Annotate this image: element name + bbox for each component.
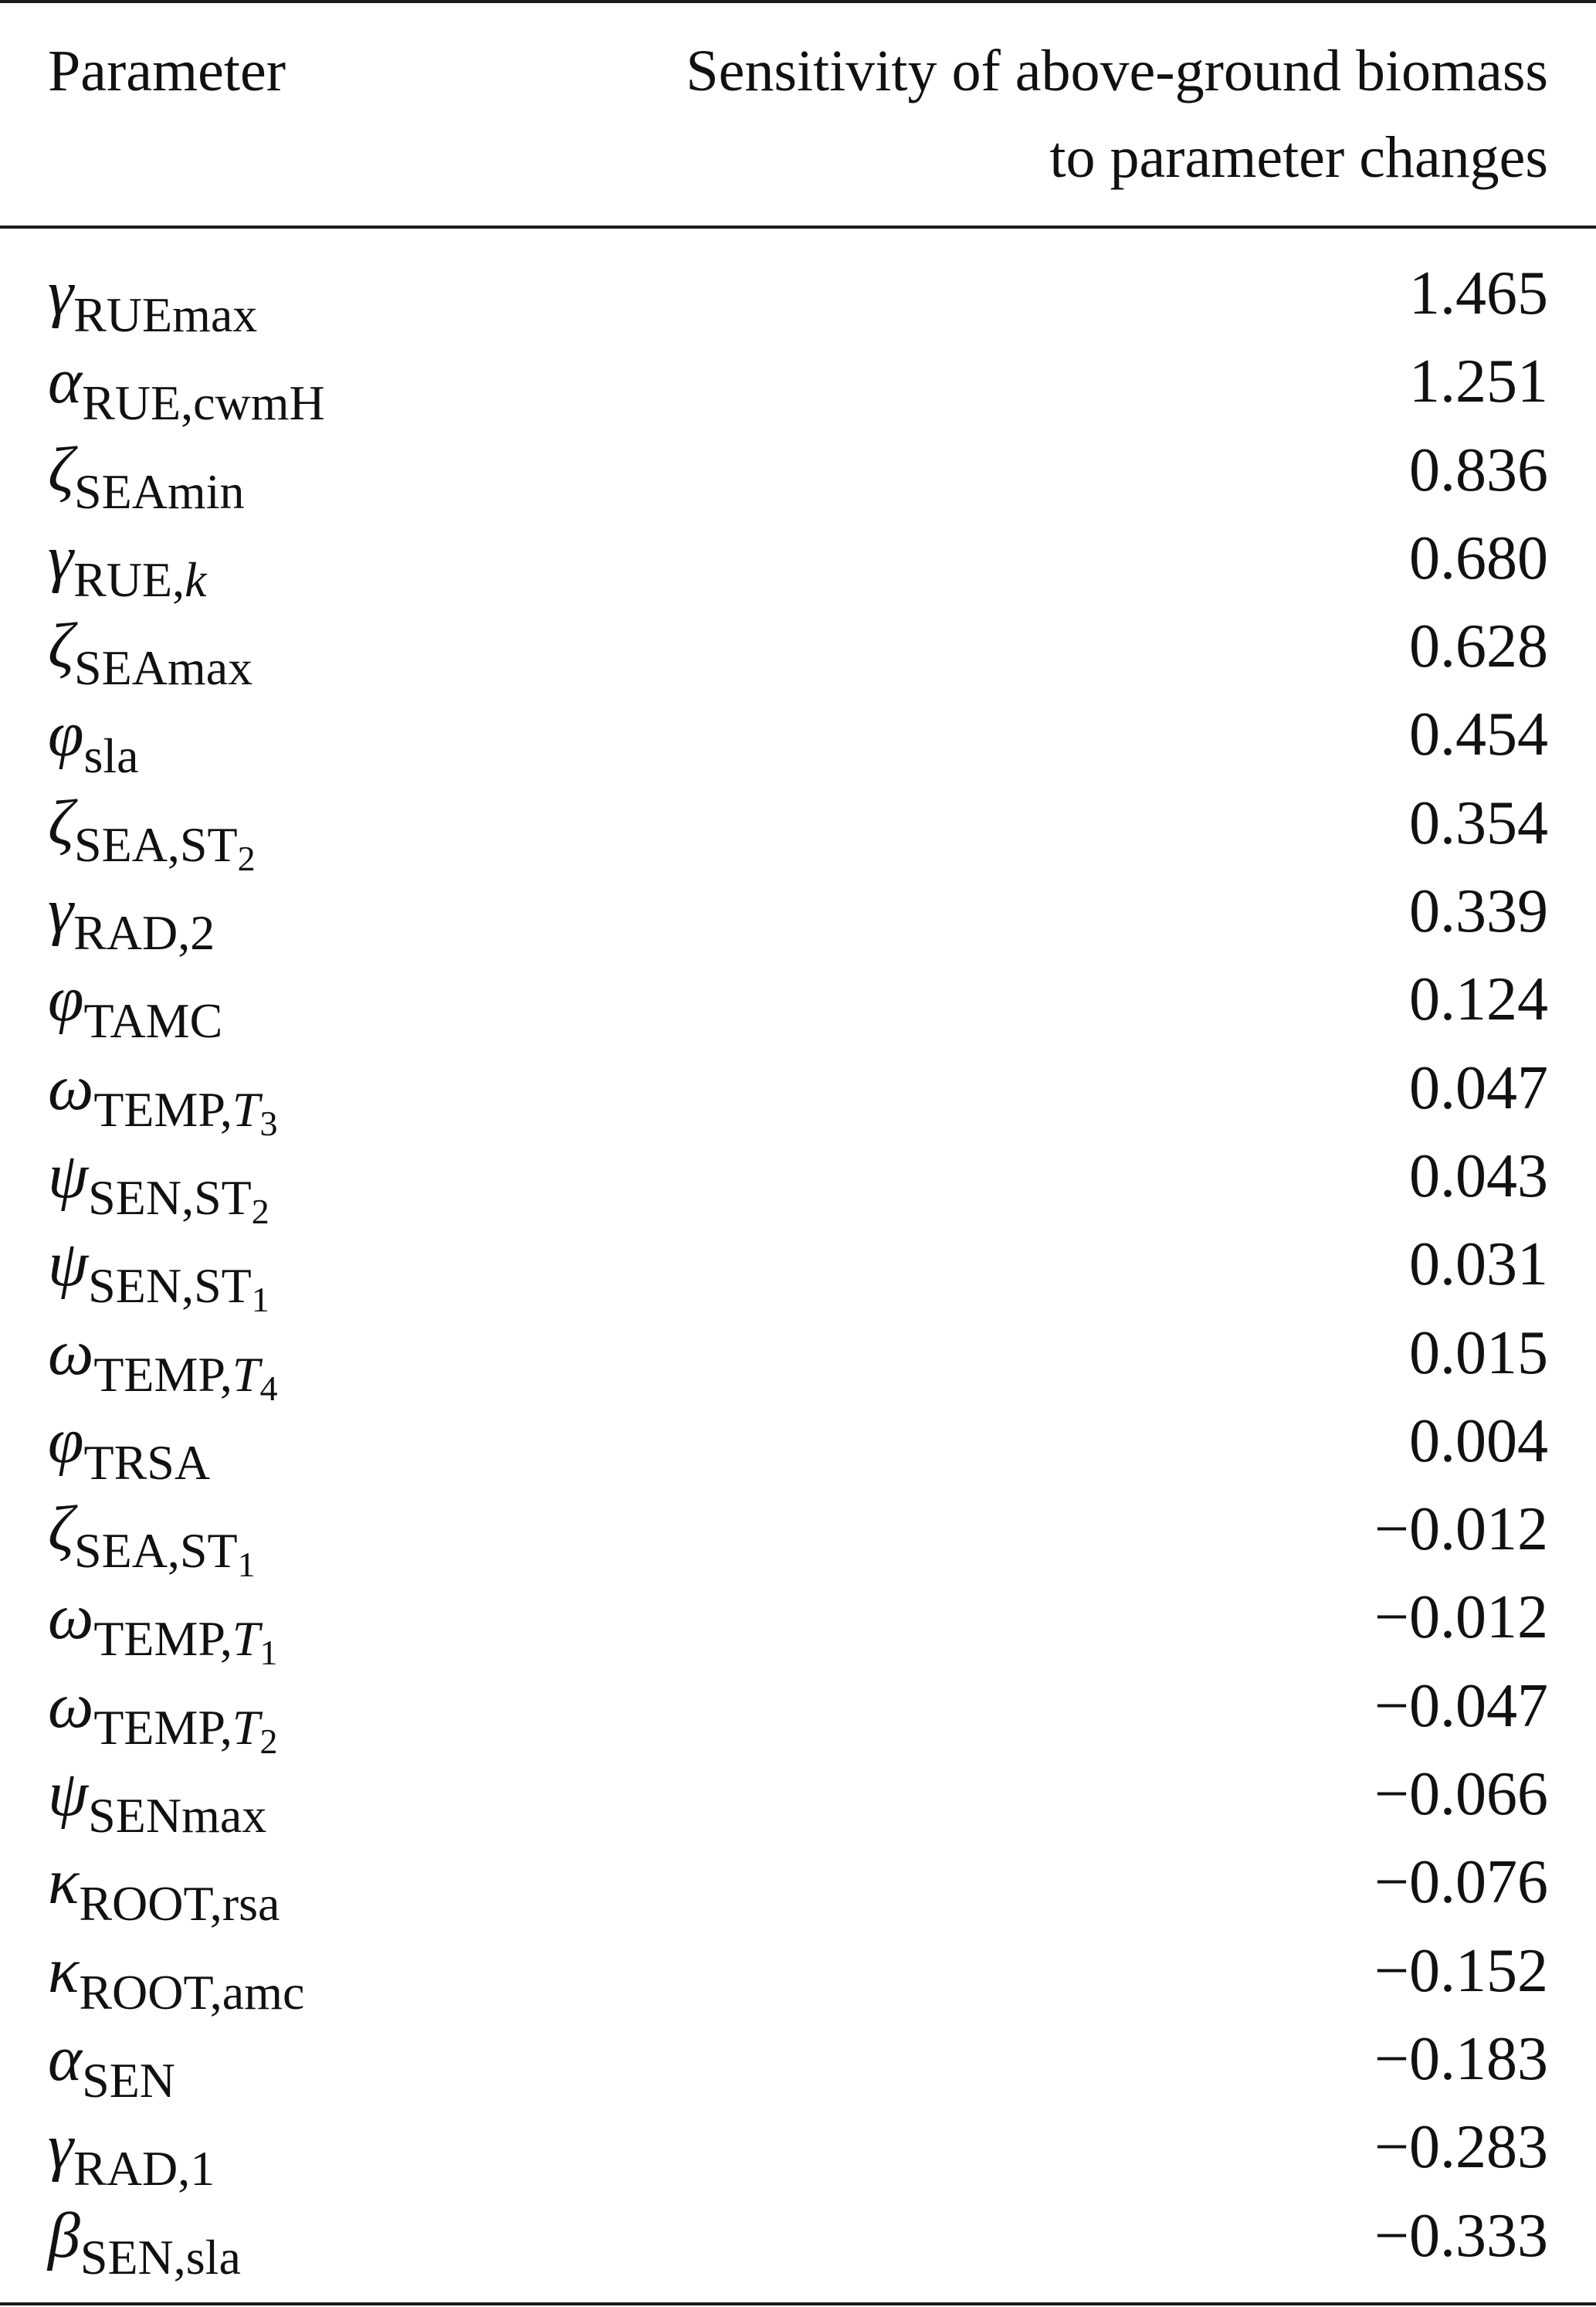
- table-row: [0, 961, 1596, 1049]
- parameter-subscript: [73, 905, 215, 960]
- table-row: [0, 1756, 1596, 1844]
- table-row: [0, 1932, 1596, 2020]
- table-row: [0, 2020, 1596, 2109]
- parameter-symbol: [48, 1667, 278, 1761]
- parameter-subscript: [74, 640, 252, 695]
- table-row: [0, 785, 1596, 878]
- table-header-rule: [0, 226, 1596, 229]
- table-row: [0, 2197, 1596, 2285]
- parameter-greek-letter: ζ: [48, 1493, 75, 1566]
- parameter-subscript: [73, 2141, 215, 2196]
- parameter-subscript-italic: T: [232, 1081, 260, 1137]
- parameter-subscript-text: RAD,1: [73, 2141, 215, 2197]
- parameter-subscript-italic: T: [232, 1699, 260, 1755]
- sensitivity-value: −0.012: [1374, 1495, 1548, 1564]
- sensitivity-value: −0.333: [1374, 2201, 1548, 2270]
- parameter-symbol: [48, 255, 258, 342]
- parameter-symbol: [48, 1844, 280, 1932]
- parameter-greek-letter: γ: [48, 521, 74, 594]
- parameter-greek-letter: γ: [48, 257, 74, 329]
- parameter-greek-letter: ψ: [48, 1758, 89, 1830]
- sensitivity-value: 0.628: [1409, 612, 1548, 681]
- sensitivity-value: −0.076: [1374, 1848, 1548, 1917]
- parameter-subscript: [74, 1523, 256, 1585]
- parameter-greek-letter: φ: [48, 963, 84, 1036]
- parameter-greek-letter: κ: [48, 1934, 80, 2007]
- sensitivity-value: 0.015: [1409, 1318, 1548, 1387]
- parameter-subscript: [74, 816, 256, 878]
- table-bottom-rule: [0, 2302, 1596, 2305]
- parameter-subscript: [88, 1788, 266, 1843]
- parameter-greek-letter: ω: [48, 1316, 94, 1389]
- parameter-subscript-italic: k: [185, 551, 207, 607]
- parameter-subscript-index: 4: [259, 1368, 278, 1408]
- parameter-greek-letter: α: [48, 2022, 83, 2095]
- parameter-subscript-text: RAD,2: [73, 905, 215, 961]
- parameter-greek-letter: γ: [48, 2111, 74, 2183]
- table-top-rule: [0, 0, 1596, 3]
- parameter-subscript-text: TEMP,: [93, 1081, 232, 1137]
- parameter-subscript-text: RUEmax: [73, 287, 258, 342]
- parameter-greek-letter: φ: [48, 1404, 84, 1477]
- parameter-subscript-index: 2: [259, 1721, 278, 1761]
- parameter-subscript-text: SEAmin: [74, 463, 245, 519]
- table-header: [0, 28, 1596, 213]
- sensitivity-value: 0.680: [1409, 524, 1548, 592]
- parameter-greek-letter: ω: [48, 1581, 94, 1654]
- parameter-subscript-italic: T: [232, 1346, 260, 1402]
- parameter-subscript-index: 2: [237, 838, 256, 878]
- parameter-subscript: [79, 1965, 304, 2020]
- parameter-symbol: [48, 873, 215, 961]
- sensitivity-value: 1.251: [1409, 348, 1548, 416]
- header-sensitivity: [390, 28, 1548, 201]
- sensitivity-value: 0.339: [1409, 877, 1548, 946]
- parameter-greek-letter: ω: [48, 1051, 94, 1124]
- table-row: [0, 2109, 1596, 2197]
- parameter-subscript: [83, 728, 138, 783]
- table-row: [0, 1138, 1596, 1231]
- parameter-subscript-index: 1: [259, 1633, 278, 1673]
- parameter-symbol: [48, 2020, 175, 2108]
- table-row: [0, 1403, 1596, 1491]
- parameter-subscript-text: sla: [83, 728, 139, 784]
- parameter-subscript: [74, 464, 244, 519]
- sensitivity-value: −0.047: [1374, 1671, 1548, 1740]
- sensitivity-value: 0.454: [1409, 701, 1548, 769]
- parameter-subscript: [93, 1699, 278, 1761]
- parameter-symbol: [48, 1050, 278, 1143]
- parameter-symbol: [48, 1138, 269, 1231]
- parameter-subscript-index: 1: [251, 1280, 269, 1320]
- parameter-symbol: [48, 608, 253, 696]
- parameter-symbol: [48, 1579, 278, 1673]
- parameter-subscript-text: SEA,ST: [74, 1523, 238, 1579]
- parameter-subscript: [88, 1258, 269, 1320]
- parameter-subscript-index: 2: [251, 1191, 269, 1231]
- parameter-subscript: [93, 1611, 278, 1673]
- sensitivity-value: −0.183: [1374, 2024, 1548, 2093]
- parameter-greek-letter: ζ: [48, 610, 75, 683]
- parameter-symbol: [48, 520, 207, 607]
- parameter-greek-letter: α: [48, 345, 83, 418]
- parameter-greek-letter: φ: [48, 698, 84, 771]
- parameter-subscript: [80, 2230, 241, 2285]
- parameter-symbol: [48, 1932, 305, 2020]
- parameter-subscript: [82, 375, 325, 430]
- parameter-symbol: [48, 1226, 269, 1320]
- parameter-subscript: [73, 552, 206, 607]
- parameter-subscript-text: TAMC: [83, 993, 223, 1049]
- parameter-greek-letter: ζ: [48, 786, 75, 859]
- parameter-subscript-text: SEN,ST: [88, 1258, 252, 1314]
- sensitivity-value: 1.465: [1409, 260, 1548, 327]
- parameter-greek-letter: ψ: [48, 1228, 89, 1301]
- table-row: [0, 255, 1596, 343]
- parameter-subscript-text: SENmax: [88, 1788, 267, 1844]
- parameter-symbol: [48, 343, 325, 431]
- parameter-subscript-text: TEMP,: [93, 1699, 232, 1755]
- parameter-subscript-text: ROOT,amc: [79, 1964, 305, 2020]
- parameter-subscript: [73, 287, 257, 342]
- table-body: [0, 255, 1596, 2285]
- parameter-subscript-text: SEN: [82, 2052, 175, 2108]
- sensitivity-value: 0.354: [1409, 789, 1548, 857]
- parameter-greek-letter: γ: [48, 875, 74, 948]
- parameter-symbol: [48, 785, 256, 878]
- parameter-symbol: [48, 1403, 211, 1490]
- parameter-subscript: [93, 1081, 278, 1143]
- table-row: [0, 1491, 1596, 1585]
- sensitivity-value: −0.152: [1374, 1936, 1548, 2005]
- parameter-subscript-index: 1: [237, 1545, 256, 1585]
- sensitivity-value: 0.031: [1409, 1230, 1548, 1299]
- header-parameter: Parameter: [48, 39, 286, 103]
- table-row: [0, 608, 1596, 696]
- header-sensitivity-line1: Sensitivity of above-ground biomass: [686, 39, 1548, 103]
- parameter-subscript-index: 3: [259, 1103, 278, 1143]
- parameter-subscript-text: ROOT,rsa: [79, 1876, 280, 1932]
- table-row: [0, 343, 1596, 431]
- parameter-greek-letter: ω: [48, 1669, 94, 1742]
- sensitivity-value: 0.043: [1409, 1142, 1548, 1210]
- parameter-symbol: [48, 1756, 267, 1844]
- table-row: [0, 1050, 1596, 1143]
- parameter-symbol: [48, 2197, 241, 2285]
- parameter-symbol: [48, 1315, 278, 1408]
- sensitivity-value: 0.047: [1409, 1053, 1548, 1122]
- parameter-subscript: [83, 993, 222, 1048]
- sensitivity-value: −0.066: [1374, 1760, 1548, 1829]
- parameter-greek-letter: ψ: [48, 1139, 89, 1212]
- parameter-subscript-text: TEMP,: [93, 1611, 232, 1667]
- sensitivity-value: −0.012: [1374, 1583, 1548, 1652]
- parameter-symbol: [48, 2109, 215, 2197]
- table-row: [0, 520, 1596, 608]
- parameter-subscript: [79, 1876, 280, 1931]
- parameter-subscript-text: SEN,ST: [88, 1169, 252, 1225]
- parameter-symbol: [48, 696, 139, 784]
- parameter-symbol: [48, 432, 245, 519]
- parameter-symbol: [48, 961, 223, 1049]
- table-row: [0, 1226, 1596, 1320]
- parameter-subscript: [88, 1169, 269, 1231]
- parameter-subscript-text: TEMP,: [93, 1346, 232, 1402]
- table-row: [0, 873, 1596, 961]
- parameter-subscript-text: TRSA: [83, 1434, 211, 1490]
- parameter-greek-letter: β: [48, 2199, 80, 2271]
- parameter-subscript-italic: T: [232, 1611, 260, 1667]
- table-row: [0, 1667, 1596, 1761]
- parameter-subscript: [82, 2053, 175, 2108]
- parameter-subscript: [93, 1346, 278, 1408]
- table-row: [0, 1844, 1596, 1932]
- sensitivity-value: 0.004: [1409, 1406, 1548, 1475]
- sensitivity-value: 0.836: [1409, 436, 1548, 504]
- header-sensitivity-line2: to parameter changes: [1049, 125, 1548, 190]
- sensitivity-value: −0.283: [1374, 2113, 1548, 2182]
- table-row: [0, 696, 1596, 784]
- parameter-greek-letter: ζ: [48, 433, 75, 506]
- parameter-symbol: [48, 1491, 256, 1585]
- sensitivity-value: 0.124: [1409, 965, 1548, 1034]
- parameter-subscript-text: SEN,sla: [80, 2229, 241, 2285]
- table-row: [0, 1315, 1596, 1408]
- parameter-subscript-text: SEA,ST: [74, 816, 238, 872]
- table-row: [0, 432, 1596, 520]
- table-row: [0, 1579, 1596, 1673]
- parameter-subscript-text: RUE,: [73, 551, 185, 607]
- parameter-greek-letter: κ: [48, 1846, 80, 1919]
- parameter-subscript-text: SEAmax: [74, 640, 253, 696]
- parameter-subscript-text: RUE,cwmH: [82, 375, 325, 431]
- parameter-subscript: [83, 1435, 210, 1490]
